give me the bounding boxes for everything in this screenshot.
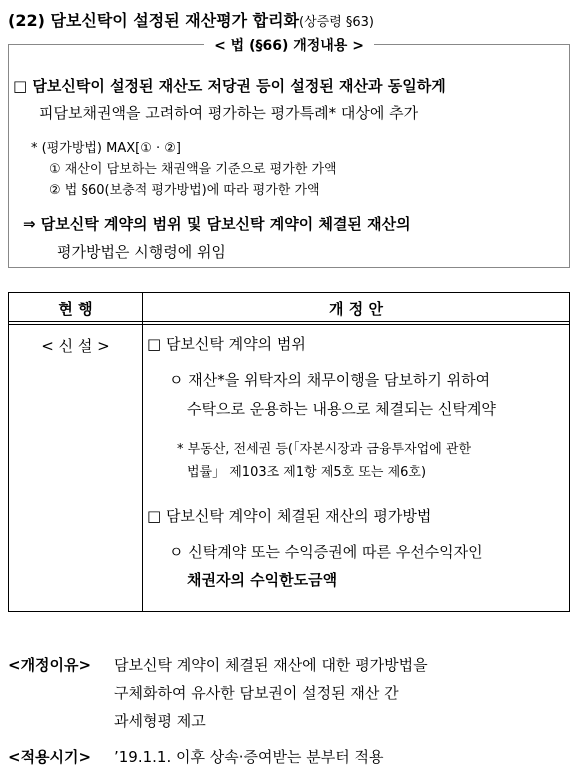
reason-line2: 구체화하여 유사한 담보권이 설정된 재산 간	[114, 684, 399, 702]
valuation-item-line1: ㅇ 신탁계약 또는 수익증권에 따른 우선수익자인	[169, 543, 483, 561]
reason-line1: 담보신탁 계약이 체결된 재산에 대한 평가방법을	[114, 656, 428, 674]
valuation-heading: □ 담보신탁 계약이 체결된 재산의 평가방법	[147, 507, 432, 525]
delegation-line1: ⇒ 담보신탁 계약의 범위 및 담보신탁 계약이 체결된 재산의	[23, 215, 411, 233]
current-cell-new: < 신 설 >	[41, 337, 110, 355]
amendment-header-text: < 법 (§66) 개정내용 >	[204, 38, 374, 54]
title-ref: (상증령 §63)	[299, 15, 375, 30]
valuation-note-2: ② 법 §60(보충적 평가방법)에 따라 평가한 가액	[49, 183, 320, 198]
scope-note-line2: 법률」 제103조 제1항 제5호 또는 제6호)	[187, 465, 427, 480]
effective-text: ’19.1.1. 이후 상속·증여받는 분부터 적용	[114, 748, 384, 766]
amendment-p1-line1: □ 담보신탁이 설정된 재산도 저당권 등이 설정된 재산과 동일하게	[13, 77, 446, 95]
header-current: 현 행	[58, 300, 93, 318]
amendment-header	[9, 35, 569, 55]
amendment-box	[8, 38, 570, 268]
valuation-note-1: ① 재산이 담보하는 채권액을 기준으로 평가한 가액	[49, 162, 337, 177]
reason-line3: 과세형평 제고	[114, 712, 206, 730]
header-proposed: 개 정 안	[329, 300, 383, 318]
table-header-divider-double	[9, 324, 569, 325]
scope-heading: □ 담보신탁 계약의 범위	[147, 335, 306, 353]
reason-label: <개정이유>	[8, 656, 92, 674]
scope-note-line1: * 부동산, 전세권 등(「자본시장과 금융투자업에 관한	[177, 442, 472, 457]
valuation-note-title: * (평가방법) MAX[① · ②]	[31, 141, 182, 156]
delegation-line2: 평가방법은 시행령에 위임	[57, 243, 226, 261]
valuation-item-line2: 채권자의 수익한도금액	[187, 571, 338, 589]
table-header-divider	[9, 321, 569, 322]
amendment-p1-line2: 피담보채권액을 고려하여 평가하는 평가특례* 대상에 추가	[39, 104, 419, 122]
title-main: (22) 담보신탁이 설정된 재산평가 합리화	[8, 11, 300, 30]
section-title	[8, 8, 374, 31]
effective-label: <적용시기>	[8, 748, 92, 766]
scope-item-line2: 수탁으로 운용하는 내용으로 체결되는 신탁계약	[187, 400, 496, 418]
comparison-table	[8, 292, 570, 612]
table-column-divider	[142, 293, 143, 611]
scope-item-line1: ㅇ 재산*을 위탁자의 채무이행을 담보하기 위하여	[169, 371, 491, 389]
